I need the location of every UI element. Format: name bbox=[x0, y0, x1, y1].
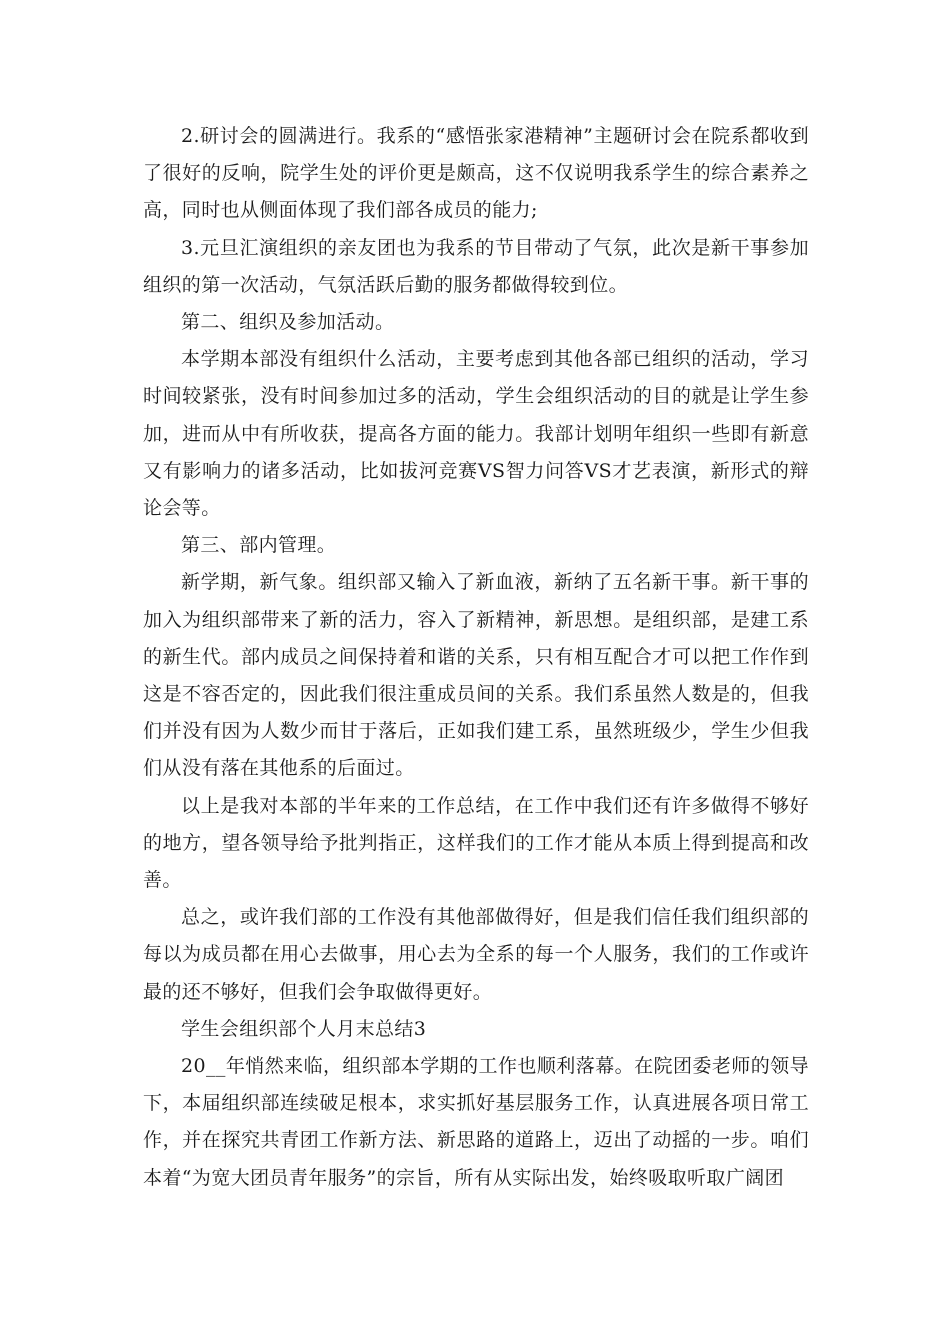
section-title-summary-3: 学生会组织部个人月末总结3 bbox=[181, 1017, 427, 1040]
paragraph-activities: 本学期本部没有组织什么活动，主要考虑到其他各部已组织的活动，学习时间较紧张，没有时间参加过多的活动，学生会组织活动的目的就是让学生参加，进而从中有所收获，提高各方面的能力。我部计划明年组织一些即有新意又有影响力的诸多活动，比如拔河竞赛VS智力问答VS才艺表演，新形式的辩论会等。 bbox=[143, 348, 809, 520]
paragraph-new-year-show: 3.元旦汇演组织的亲友团也为我系的节目带动了气氛，此次是新干事参加组织的第一次活动，气氛活跃后勤的服务都做得较到位。 bbox=[143, 236, 809, 296]
heading-internal-management: 第三、部内管理。 bbox=[181, 534, 337, 557]
paragraph-summary-3-intro: 20__年悄然来临，组织部本学期的工作也顺利落幕。在院团委老师的领导下，本届组织部连续破足根本，求实抓好基层服务工作，认真进展各项日常工作，并在探究共青团工作新方法、新思路的道路上，迈出了动摇的一步。咱们本着“为宽大团员青年服务”的宗旨，所有从实际出发，始终吸取听取广阔团 bbox=[143, 1055, 809, 1189]
document-body bbox=[143, 118, 809, 1197]
paragraph-seminar: 2.研讨会的圆满进行。我系的“感悟张家港精神”主题研讨会在院系都收到了很好的反响，院学生处的评价更是颇高，这不仅说明我系学生的综合素养之高，同时也从侧面体现了我们部各成员的能力; bbox=[143, 125, 809, 222]
heading-organize-activities: 第二、组织及参加活动。 bbox=[181, 311, 395, 334]
paragraph-internal-management: 新学期，新气象。组织部又输入了新血液，新纳了五名新干事。新干事的加入为组织部带来了新的活力，容入了新精神，新思想。是组织部，是建工系的新生代。部内成员之间保持着和谐的关系，只有相互配合才可以把工作作到这是不容否定的，因此我们很注重成员间的关系。我们系虽然人数是的，但我们并没有因为人数少而甘于落后，正如我们建工系，虽然班级少，学生少但我们从没有落在其他系的后面过。 bbox=[143, 571, 809, 780]
paragraph-conclusion: 总之，或许我们部的工作没有其他部做得好，但是我们信任我们组织部的每以为成员都在用心去做事，用心去为全系的每一个人服务，我们的工作或许最的还不够好，但我们会争取做得更好。 bbox=[143, 906, 809, 1003]
paragraph-summary: 以上是我对本部的半年来的工作总结，在工作中我们还有许多做得不够好的地方，望各领导给予批判指正，这样我们的工作才能从本质上得到提高和改善。 bbox=[143, 794, 809, 892]
